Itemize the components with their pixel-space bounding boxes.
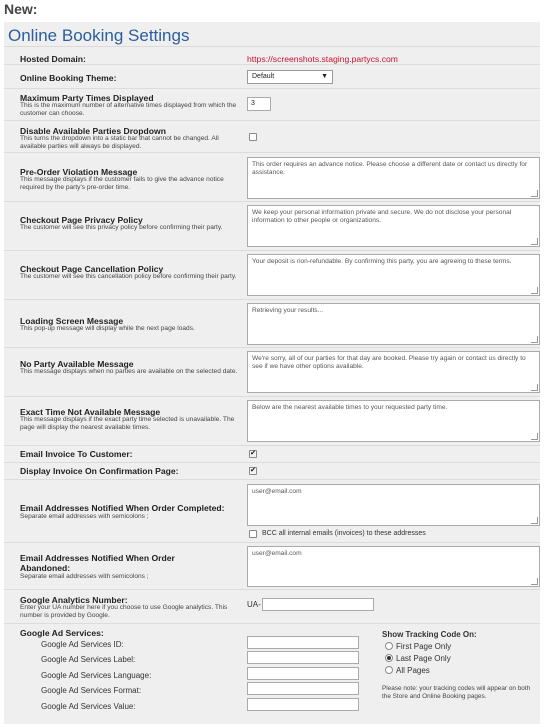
loading-textarea[interactable] (247, 303, 540, 345)
ad-services-label-input[interactable] (247, 651, 359, 664)
notify-completed-textarea[interactable] (247, 484, 540, 526)
tracking-last-page-label: Last Page Only (396, 654, 451, 663)
notify-abandoned-label: Email Addresses Notified When Order (20, 553, 175, 563)
ad-services-format-label: Google Ad Services Format: (41, 686, 142, 695)
no-party-textarea[interactable] (247, 351, 540, 393)
disable-dropdown-description: This turns the dropdown into a static bar that cannot be changed. All available parties will always be displayed. (20, 135, 219, 150)
preorder-label: Pre-Order Violation Message (20, 167, 138, 177)
resize-grip-icon[interactable] (531, 578, 538, 585)
preorder-textarea[interactable] (247, 157, 540, 199)
bcc-label: BCC all internal emails (invoices) to these addresses (262, 530, 426, 537)
tracking-note: Please note: your tracking codes will appear on both the Store and Online Booking pages. (382, 685, 531, 700)
ad-services-id-input[interactable] (247, 636, 359, 649)
ad-services-label-label: Google Ad Services Label: (41, 655, 136, 664)
disable-dropdown-checkbox[interactable] (249, 133, 257, 141)
cancellation-label: Checkout Page Cancellation Policy (20, 264, 164, 274)
ad-services-language-label: Google Ad Services Language: (41, 671, 152, 680)
resize-grip-icon[interactable] (531, 336, 538, 343)
ad-services-label: Google Ad Services: (20, 628, 104, 638)
cancellation-text: Your deposit is non-refundable. By confirming this party, you are agreeing to these terms. (252, 258, 512, 265)
no-party-text: We're sorry, all of our parties for that day are booked. Please try again or contact us directly to see if we have other options available. (252, 355, 526, 371)
ad-services-id-label: Google Ad Services ID: (41, 640, 124, 649)
notify-abandoned-text: user@email.com (252, 550, 302, 557)
tracking-all-pages-label: All Pages (396, 666, 430, 675)
cancellation-description: The customer will see this cancellation policy before confirming their party. (20, 273, 237, 280)
notify-completed-description: Separate email addresses with semicolons ; (20, 513, 149, 520)
resize-grip-icon[interactable] (531, 433, 538, 440)
max-times-label: Maximum Party Times Displayed (20, 93, 154, 103)
display-invoice-label: Display Invoice On Confirmation Page: (20, 466, 179, 476)
analytics-prefix: UA- (247, 600, 261, 609)
privacy-textarea[interactable] (247, 205, 540, 247)
exact-time-textarea[interactable] (247, 400, 540, 442)
notify-abandoned-label-line2: Abandoned: (20, 563, 71, 573)
notify-abandoned-textarea[interactable] (247, 546, 540, 587)
privacy-text: We keep your personal information private and secure. We do not disclose your personal information to other people or organizations. (252, 209, 512, 225)
loading-text: Retrieving your results... (252, 307, 324, 314)
preorder-text: This order requires an advance notice. Please choose a different date or contact us directly for assistance. (252, 161, 528, 177)
exact-time-text: Below are the nearest available times to your requested party time. (252, 404, 448, 411)
cancellation-textarea[interactable] (247, 254, 540, 296)
disable-dropdown-label: Disable Available Parties Dropdown (20, 126, 166, 136)
email-invoice-checkbox[interactable]: ✔ (250, 450, 256, 457)
page-title: Online Booking Settings (8, 26, 190, 45)
theme-select[interactable] (247, 70, 333, 84)
ad-services-value-label: Google Ad Services Value: (41, 702, 136, 711)
loading-label: Loading Screen Message (20, 316, 124, 326)
resize-grip-icon[interactable] (531, 287, 538, 294)
resize-grip-icon[interactable] (531, 238, 538, 245)
notify-completed-label: Email Addresses Notified When Order Completed: (20, 503, 225, 513)
analytics-label: Google Analytics Number: (20, 595, 128, 605)
resize-grip-icon[interactable] (531, 517, 538, 524)
ad-services-value-input[interactable] (247, 698, 359, 711)
tracking-first-page-label: First Page Only (396, 642, 452, 651)
analytics-description: Enter your UA number here if you choose to use Google analytics. This number is provided by Google. (20, 604, 228, 619)
no-party-label: No Party Available Message (20, 359, 134, 369)
tracking-last-page-radio[interactable] (385, 654, 393, 662)
display-invoice-checkbox[interactable]: ✔ (250, 467, 256, 474)
theme-label: Online Booking Theme: (20, 73, 117, 83)
privacy-description: The customer will see this privacy policy before confirming their party. (20, 224, 223, 231)
ad-services-language-input[interactable] (247, 667, 359, 680)
bcc-checkbox[interactable] (249, 530, 257, 538)
resize-grip-icon[interactable] (531, 384, 538, 391)
tracking-title: Show Tracking Code On: (382, 630, 477, 639)
exact-time-description: This message displays if the exact party time selected is unavailable. The page will display the nearest available times. (20, 416, 235, 431)
privacy-label: Checkout Page Privacy Policy (20, 215, 143, 225)
notify-completed-text: user@email.com (252, 488, 302, 495)
resize-grip-icon[interactable] (531, 190, 538, 197)
new-section-label: New: (4, 1, 38, 17)
hosted-domain-label: Hosted Domain: (20, 54, 86, 64)
ad-services-format-input[interactable] (247, 682, 359, 695)
analytics-input[interactable] (262, 598, 374, 611)
hosted-domain-link[interactable]: https://screenshots.staging.partycs.com (247, 54, 398, 64)
max-times-description: This is the maximum number of alternative times displayed from which the customer can choose. (20, 102, 237, 117)
loading-description: This pop-up message will display while the next page loads. (20, 325, 195, 332)
notify-abandoned-description: Separate email addresses with semicolons ; (20, 573, 149, 580)
email-invoice-label: Email Invoice To Customer: (20, 449, 133, 459)
max-times-input[interactable]: 3 (247, 97, 271, 111)
tracking-first-page-radio[interactable] (385, 642, 393, 650)
chevron-down-icon: ▼ (321, 73, 328, 80)
no-party-description: This message displays when no parties are available on the selected date. (20, 368, 238, 375)
exact-time-label: Exact Time Not Available Message (20, 407, 161, 417)
tracking-all-pages-radio[interactable] (385, 666, 393, 674)
theme-select-value: Default (252, 73, 275, 80)
preorder-description: This message displays if the customer fails to give the advance notice required by the party's pre-order time. (20, 176, 224, 191)
